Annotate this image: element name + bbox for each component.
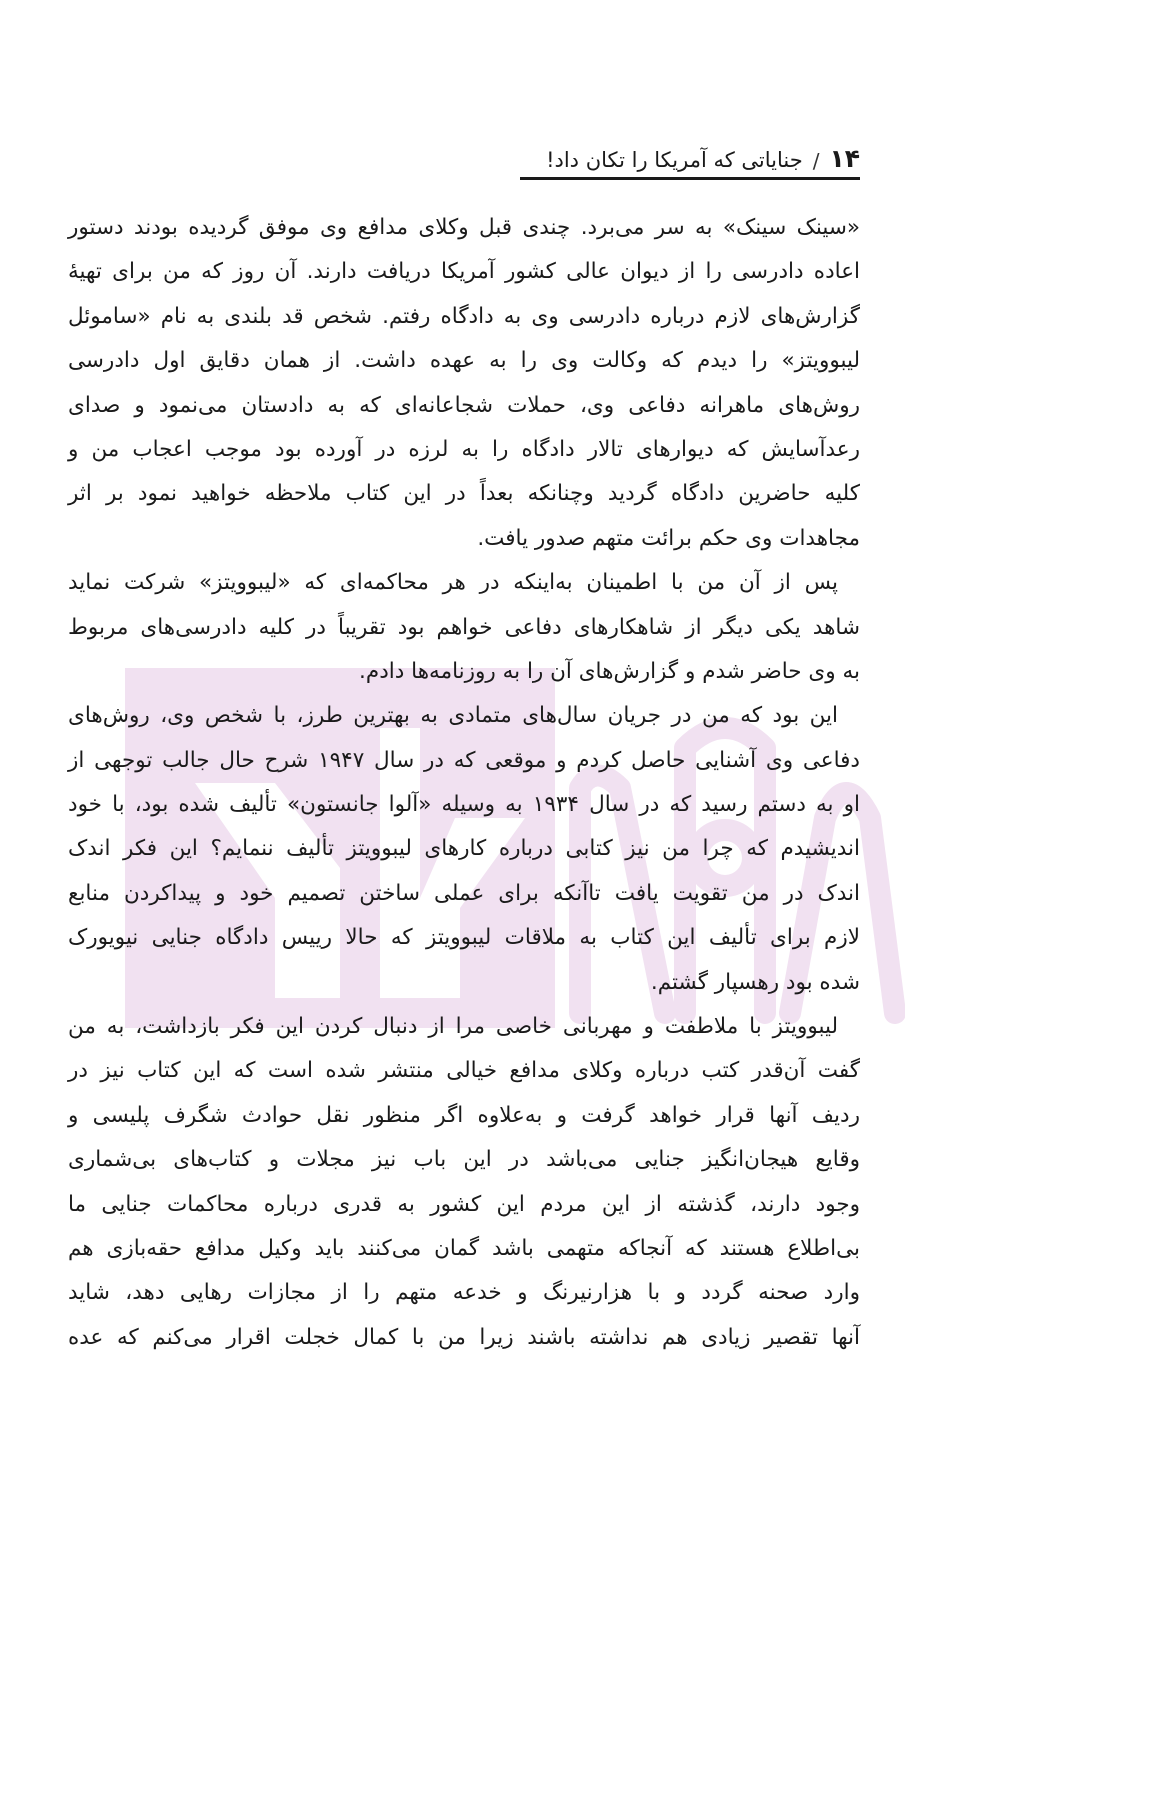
book-title: جنایاتی که آمریکا را تکان داد! — [546, 148, 803, 172]
text-line: اندیشیدم که چرا من نیز کتابی درباره کارهای لیبوویتز تألیف ننمایم؟ این فکر اندک — [68, 836, 860, 862]
text-line: «سینک سینک» به سر می‌برد. چندی قبل وکلای مدافع وی موفق گردیده بودند دستور — [68, 215, 860, 240]
text-line: اعاده دادرسی را از دیوان عالی کشور آمریکا دریافت دارند. آن روز که من برای تهیهٔ — [68, 259, 860, 285]
text-line: لازم برای تألیف این کتاب به ملاقات لیبوویتز که حالا رییس دادگاه جنایی نیویورک — [68, 925, 860, 951]
text-line: بی‌اطلاع هستند که آنجاکه متهمی باشد گمان می‌کنند باید وکیل مدافع حقه‌بازی هم — [68, 1235, 860, 1261]
text-line: وجود دارند، گذشته از این مردم این کشور به قدری درباره محاکمات جنایی ما — [68, 1191, 860, 1217]
text-line: شده بود رهسپار گشتم. — [650, 969, 860, 995]
paragraph-1 — [68, 206, 860, 561]
text-line: به وی حاضر شدم و گزارش‌های آن را به روزنامه‌ها دادم. — [359, 658, 860, 684]
text-line: آنها تقصیر زیادی هم نداشته باشند زیرا من با کمال خجلت اقرار می‌کنم که عده — [68, 1324, 860, 1350]
text-line: وقایع هیجان‌انگیز جنایی می‌باشد در این باب نیز مجلات و کتاب‌های بی‌شماری — [68, 1147, 860, 1173]
paragraph-4 — [68, 1005, 860, 1360]
text-line: رعدآسایش که دیوارهای تالار دادگاه را به لرزه در آورده بود موجب اعجاب من و — [68, 436, 860, 462]
text-line: شاهد یکی دیگر از شاهکارهای دفاعی خواهم بود تقریباً در کلیه دادرسی‌های مربوط — [68, 614, 860, 640]
header-separator: / — [812, 149, 820, 173]
page-number: ۱۴ — [829, 144, 860, 173]
text-line: لیبوویتز با ملاطفت و مهربانی خاصی مرا از دنبال کردن این فکر بازداشت، به من — [68, 1014, 838, 1040]
text-line: روش‌های ماهرانه دفاعی وی، حملات شجاعانه‌ای که به دادستان می‌نمود و صدای — [68, 392, 860, 418]
text-line: پس از آن من با اطمینان به‌اینکه در هر محاکمه‌ای که «لیبوویتز» شرکت نماید — [68, 570, 838, 596]
text-line: گفت آن‌قدر کتب درباره وکلای مدافع خیالی منتشر شده است که این کتاب نیز در — [68, 1058, 860, 1084]
text-line: مجاهدات وی حکم برائت متهم صدور یافت. — [477, 525, 860, 551]
text-line: اندک در من تقویت یافت تاآنکه برای عملی ساختن تصمیم خود و پیداکردن منابع — [68, 880, 860, 906]
text-line: او به دستم رسید که در سال ۱۹۳۴ به وسیله «آلوا جانستون» تألیف شده بود، با خود — [68, 792, 861, 818]
text-line: لیبوویتز» را دیدم که وکالت وی را به عهده داشت. از همان دقایق اول دادرسی — [68, 348, 860, 374]
text-line: این بود که من در جریان سال‌های متمادی به بهترین طرز، با شخص وی، روش‌های — [68, 703, 838, 729]
text-line: کلیه حاضرین دادگاه گردید وچنانکه بعداً در این کتاب ملاحظه خواهید نمود بر اثر — [68, 481, 860, 507]
body-text — [68, 206, 860, 1360]
text-line: ردیف آنها قرار خواهد گرفت و به‌علاوه اگر منظور نقل حوادث شگرف پلیسی و — [68, 1102, 860, 1128]
text-line: وارد صحنه گردد و با هزارنیرنگ و خدعه متهم را از مجازات رهایی دهد، شاید — [68, 1280, 860, 1306]
text-line: دفاعی وی آشنایی حاصل کردم و موقعی که در سال ۱۹۴۷ شرح حال جالب توجهی از — [68, 747, 860, 773]
running-header — [520, 132, 860, 180]
paragraph-2 — [68, 561, 860, 694]
text-line: گزارش‌های لازم درباره دادرسی وی به دادگاه رفتم. شخص قد بلندی به نام «ساموئل — [68, 303, 860, 329]
paragraph-3 — [68, 694, 860, 1005]
